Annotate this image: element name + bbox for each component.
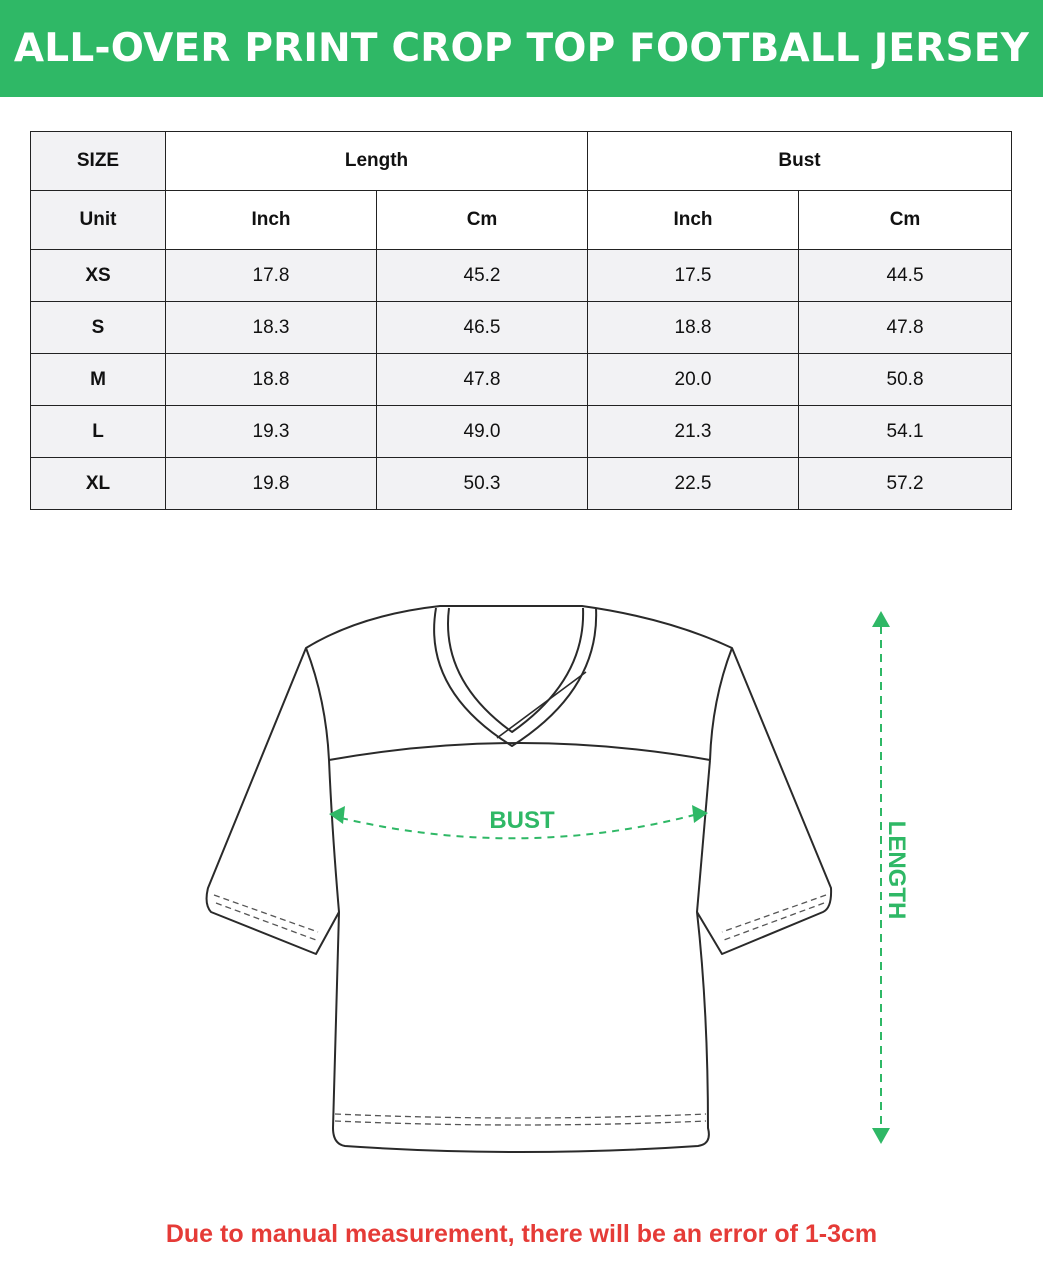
- table-row: [31, 354, 1012, 406]
- value-cell: 44.5: [799, 250, 1012, 302]
- value-cell: 21.3: [588, 406, 799, 458]
- value-cell: 47.8: [377, 354, 588, 406]
- table-row: [31, 250, 1012, 302]
- value-cell: 18.8: [588, 302, 799, 354]
- size-cell: L: [31, 406, 166, 458]
- jersey-diagram: [190, 590, 950, 1160]
- table-unit-row: [31, 191, 1012, 250]
- title-banner: [0, 0, 1043, 97]
- bust-inch-header: Inch: [588, 191, 799, 250]
- size-cell: XL: [31, 458, 166, 510]
- size-cell: S: [31, 302, 166, 354]
- bust-label: BUST: [489, 807, 555, 834]
- value-cell: 49.0: [377, 406, 588, 458]
- length-arrow-bottom-icon: [872, 1128, 890, 1144]
- length-header: Length: [166, 132, 588, 191]
- value-cell: 46.5: [377, 302, 588, 354]
- value-cell: 17.8: [166, 250, 377, 302]
- value-cell: 20.0: [588, 354, 799, 406]
- table-header-row: [31, 132, 1012, 191]
- table-row: [31, 406, 1012, 458]
- value-cell: 50.8: [799, 354, 1012, 406]
- size-chart-table: [30, 131, 1012, 510]
- size-header: SIZE: [31, 132, 166, 191]
- length-label: LENGTH: [883, 820, 910, 920]
- stitch-lines: [214, 895, 826, 1125]
- size-cell: XS: [31, 250, 166, 302]
- unit-header: Unit: [31, 191, 166, 250]
- table-row: [31, 458, 1012, 510]
- length-arrow-top-icon: [872, 611, 890, 627]
- length-inch-header: Inch: [166, 191, 377, 250]
- table-row: [31, 302, 1012, 354]
- page-title: ALL-OVER PRINT CROP TOP FOOTBALL JERSEY: [13, 26, 1030, 71]
- measurement-note: Due to manual measurement, there will be an error of 1-3cm: [165, 1220, 878, 1248]
- value-cell: 45.2: [377, 250, 588, 302]
- value-cell: 19.8: [166, 458, 377, 510]
- size-cell: M: [31, 354, 166, 406]
- jersey-outline: [207, 606, 832, 1152]
- value-cell: 54.1: [799, 406, 1012, 458]
- value-cell: 19.3: [166, 406, 377, 458]
- value-cell: 57.2: [799, 458, 1012, 510]
- bust-header: Bust: [588, 132, 1012, 191]
- length-cm-header: Cm: [377, 191, 588, 250]
- bust-cm-header: Cm: [799, 191, 1012, 250]
- value-cell: 18.3: [166, 302, 377, 354]
- value-cell: 22.5: [588, 458, 799, 510]
- value-cell: 18.8: [166, 354, 377, 406]
- value-cell: 50.3: [377, 458, 588, 510]
- value-cell: 17.5: [588, 250, 799, 302]
- value-cell: 47.8: [799, 302, 1012, 354]
